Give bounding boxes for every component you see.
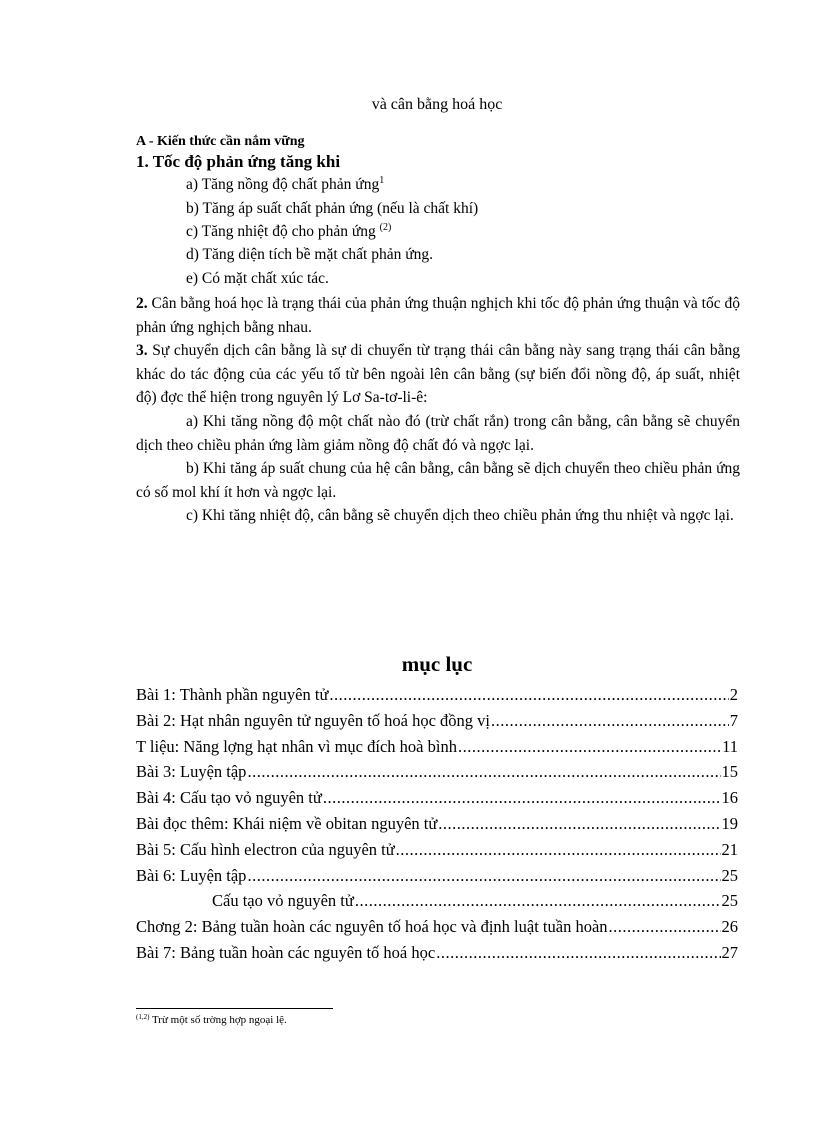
point-1-title: 1. Tốc độ phản ứng tăng khi	[136, 152, 341, 171]
toc-entry-page: 11	[722, 736, 738, 756]
toc-dot-leader	[323, 785, 721, 811]
toc-dot-leader	[436, 940, 720, 966]
toc-dot-leader	[355, 888, 721, 914]
toc-entry-page: 21	[721, 839, 738, 859]
point-3-sub-a: a) Khi tăng nồng độ một chất nào đó (trừ chất rắn) trong cân bằng, cân bằng sẽ chuyển dịch theo chiều phản ứng làm giảm nồng độ chất đó và ngợc lại.	[136, 413, 740, 454]
toc-entry-label: T liệu: Năng lợng hạt nhân vì mục đích hoà bình	[136, 736, 457, 756]
table-of-contents	[136, 682, 738, 966]
toc-entry[interactable]	[136, 708, 738, 734]
toc-entry-label: Bài 2: Hạt nhân nguyên tử nguyên tố hoá học đồng vị	[136, 710, 491, 730]
item-text: e) Có mặt chất xúc tác.	[186, 270, 329, 287]
toc-entry[interactable]	[136, 759, 738, 785]
point-2-paragraph	[136, 292, 740, 339]
toc-entry-label: Chơng 2: Bảng tuần hoàn các nguyên tố hoá học và định luật tuần hoàn	[136, 917, 608, 937]
point-3-paragraph	[136, 339, 740, 410]
footnote-marker: (1,2)	[136, 1013, 150, 1021]
toc-entry-label: Bài đọc thêm: Khái niệm về obitan nguyên tử	[136, 813, 438, 833]
toc-dot-leader	[609, 914, 721, 940]
toc-entry-label: Bài 5: Cấu hình electron của nguyên tử	[136, 839, 395, 859]
toc-entry[interactable]	[136, 863, 738, 889]
toc-entry-page: 26	[721, 917, 738, 937]
footnote-text: Trừ một số trờng hợp ngoại lệ.	[149, 1014, 287, 1026]
footnote-separator	[136, 1008, 333, 1009]
toc-entry[interactable]	[136, 940, 738, 966]
point-2-text: Cân bằng hoá học là trạng thái của phản ứng thuận nghịch khi tốc độ phản ứng thuận và tốc độ phản ứng nghịch bằng nhau.	[136, 295, 740, 336]
toc-entry[interactable]	[136, 785, 738, 811]
toc-dot-leader	[438, 811, 720, 837]
point-3-number: 3.	[136, 342, 148, 359]
toc-entry-label: Bài 3: Luyện tập	[136, 762, 247, 782]
section-a-title: A - Kiến thức cần nắm vững	[136, 134, 305, 149]
toc-entry-page: 2	[729, 685, 738, 704]
toc-entry-page: 15	[721, 762, 738, 782]
toc-dot-leader	[491, 708, 729, 734]
toc-entry[interactable]	[136, 914, 738, 940]
toc-entry[interactable]	[136, 811, 738, 837]
toc-dot-leader	[458, 734, 721, 760]
point-3-sub-c: c) Khi tăng nhiệt độ, cân bằng sẽ chuyển dịch theo chiều phản ứng thu nhiệt và ngợc lại.	[186, 507, 734, 524]
toc-dot-leader	[247, 863, 720, 889]
point-1-item-b	[186, 200, 478, 218]
item-text: a) Tăng nồng độ chất phản ứng	[186, 176, 380, 193]
toc-entry-label: Bài 7: Bảng tuần hoàn các nguyên tố hoá học	[136, 942, 436, 962]
toc-dot-leader	[396, 837, 721, 863]
chapter-heading: và cân bằng hoá học	[371, 96, 503, 113]
toc-dot-leader	[329, 682, 728, 708]
footnote-ref: (2)	[379, 222, 392, 233]
item-text: b) Tăng áp suất chất phản ứng (nếu là chất khí)	[186, 200, 479, 217]
toc-entry-page: 16	[721, 788, 738, 808]
point-1-item-e	[186, 270, 329, 288]
toc-title: mục lục	[401, 652, 473, 676]
toc-entry-label: Cấu tạo vỏ nguyên tử	[212, 891, 354, 911]
toc-entry-page: 27	[721, 942, 738, 962]
point-2-number: 2.	[136, 295, 148, 312]
point-3-text: Sự chuyển dịch cân bằng là sự di chuyển từ trạng thái cân bằng này sang trạng thái cân bằng khác do tác động của các yếu tố từ bên ngoài lên cân bằng (sự biến đổi nồng độ, áp suất, nhiệt độ) đợc thể hiện trong nguyên lý Lơ Sa-tơ-li-ê:	[136, 342, 740, 406]
toc-entry-page: 25	[721, 891, 738, 911]
toc-entry-label: Bài 6: Luyện tập	[136, 865, 247, 885]
point-1-item-c	[186, 223, 391, 241]
point-3-sub-b: b) Khi tăng áp suất chung của hệ cân bằng, cân bằng sẽ dịch chuyển theo chiều phản ứng có số mol khí ít hơn và ngợc lại.	[136, 460, 740, 501]
toc-entry[interactable]	[136, 682, 738, 708]
toc-entry-page: 19	[721, 813, 738, 833]
point-1-item-d	[186, 246, 433, 264]
point-1-item-a	[186, 176, 384, 194]
toc-entry[interactable]	[136, 734, 738, 760]
footnote-ref: 1	[379, 175, 385, 186]
toc-entry-page: 25	[721, 865, 738, 885]
toc-entry[interactable]	[136, 888, 738, 914]
footnote	[136, 1014, 287, 1026]
item-text: c) Tăng nhiệt độ cho phản ứng	[186, 223, 376, 240]
toc-entry-label: Bài 4: Cấu tạo vỏ nguyên tử	[136, 788, 322, 808]
toc-dot-leader	[247, 759, 720, 785]
toc-entry-page: 7	[729, 710, 738, 730]
toc-entry-label: Bài 1: Thành phần nguyên tử	[136, 685, 329, 704]
toc-entry[interactable]	[136, 837, 738, 863]
item-text: d) Tăng diện tích bề mặt chất phản ứng.	[186, 246, 434, 263]
